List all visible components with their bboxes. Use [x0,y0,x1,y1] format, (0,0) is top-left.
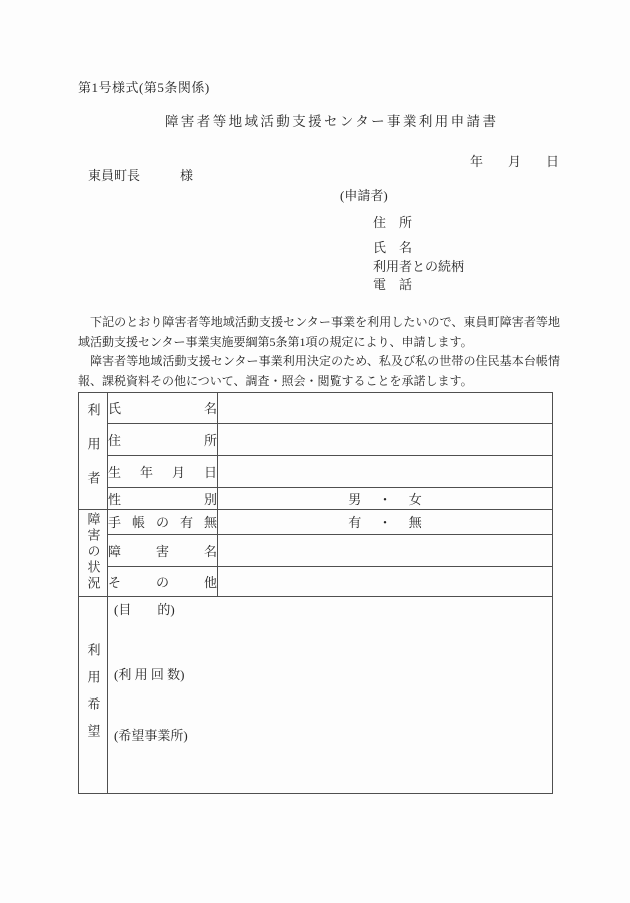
date-month-label: 月 [508,154,522,169]
wish-section-header-cell [79,597,108,794]
user-name-value-cell [218,393,553,424]
disability-section-header: 障害の状況 [85,512,101,592]
table-row [79,567,553,597]
disability-name-value-cell [218,534,553,567]
date-line [470,155,559,168]
applicant-relationship-label: 利用者との続柄 [373,259,465,274]
addressee-name: 東員町長 [88,168,141,183]
document-title: 障害者等地域活動支援センター事業利用申請書 [165,114,499,129]
date-day-label: 日 [546,154,560,169]
wish-details-cell [108,597,553,794]
form-number: 第1号様式(第5条関係) [78,80,210,95]
disability-name-label-cell: 障害名 [108,534,218,567]
table-row [79,534,553,567]
disability-section-header-cell [79,510,108,597]
paragraph2-line1: 障害者等地域活動支援センター事業利用決定のため、私及び私の世帯の住民基本台帳情 [90,354,560,368]
paragraph1-line2: 域活動支援センター事業実施要綱第5条第1項の規定により、申請します。 [78,334,473,349]
user-section-header: 利用者 [85,403,101,505]
table-row [79,393,553,424]
addressee-line [88,169,193,182]
addressee-honorific: 様 [180,168,194,183]
paragraph2-line2: 報、課税資料その他について、調査・照会・閲覧することを承諾します。 [78,373,473,388]
date-year-label: 年 [470,154,484,169]
table-row [79,456,553,488]
user-section-header-cell [79,393,108,510]
wish-preferred-office-label: (希望事業所) [114,728,188,743]
user-sex-label-cell: 性別 [108,487,218,509]
user-birthdate-label-cell: 生年月日 [108,456,218,488]
user-name-label-cell: 氏名 [108,393,218,424]
user-address-label-cell: 住所 [108,423,218,456]
application-table [78,392,553,794]
handbook-value-cell: 有 ・ 無 [218,510,553,535]
table-row [79,487,553,509]
disability-other-label-cell: その他 [108,567,218,597]
applicant-name-label: 氏 名 [373,240,413,255]
table-row [79,597,553,794]
body-paragraphs [78,313,560,391]
table-row [79,510,553,535]
paragraph1-line1: 下記のとおり障害者等地域活動支援センター事業を利用したいので、東員町障害者等地 [90,315,560,329]
wish-details [108,597,552,793]
applicant-address-label: 住 所 [373,215,413,230]
wish-frequency-label: (利 用 回 数) [114,667,185,682]
user-address-value-cell [218,423,553,456]
disability-other-value-cell [218,567,553,597]
user-birthdate-value-cell [218,456,553,488]
applicant-fields [373,214,464,294]
applicant-label: (申請者) [340,188,388,203]
applicant-phone-label: 電 話 [373,277,413,292]
wish-section-header: 利用希望 [85,642,101,751]
handbook-label-cell: 手帳の有無 [108,510,218,535]
table-row [79,423,553,456]
user-sex-value-cell: 男 ・ 女 [218,487,553,509]
wish-purpose-label: (目 的) [114,602,175,617]
